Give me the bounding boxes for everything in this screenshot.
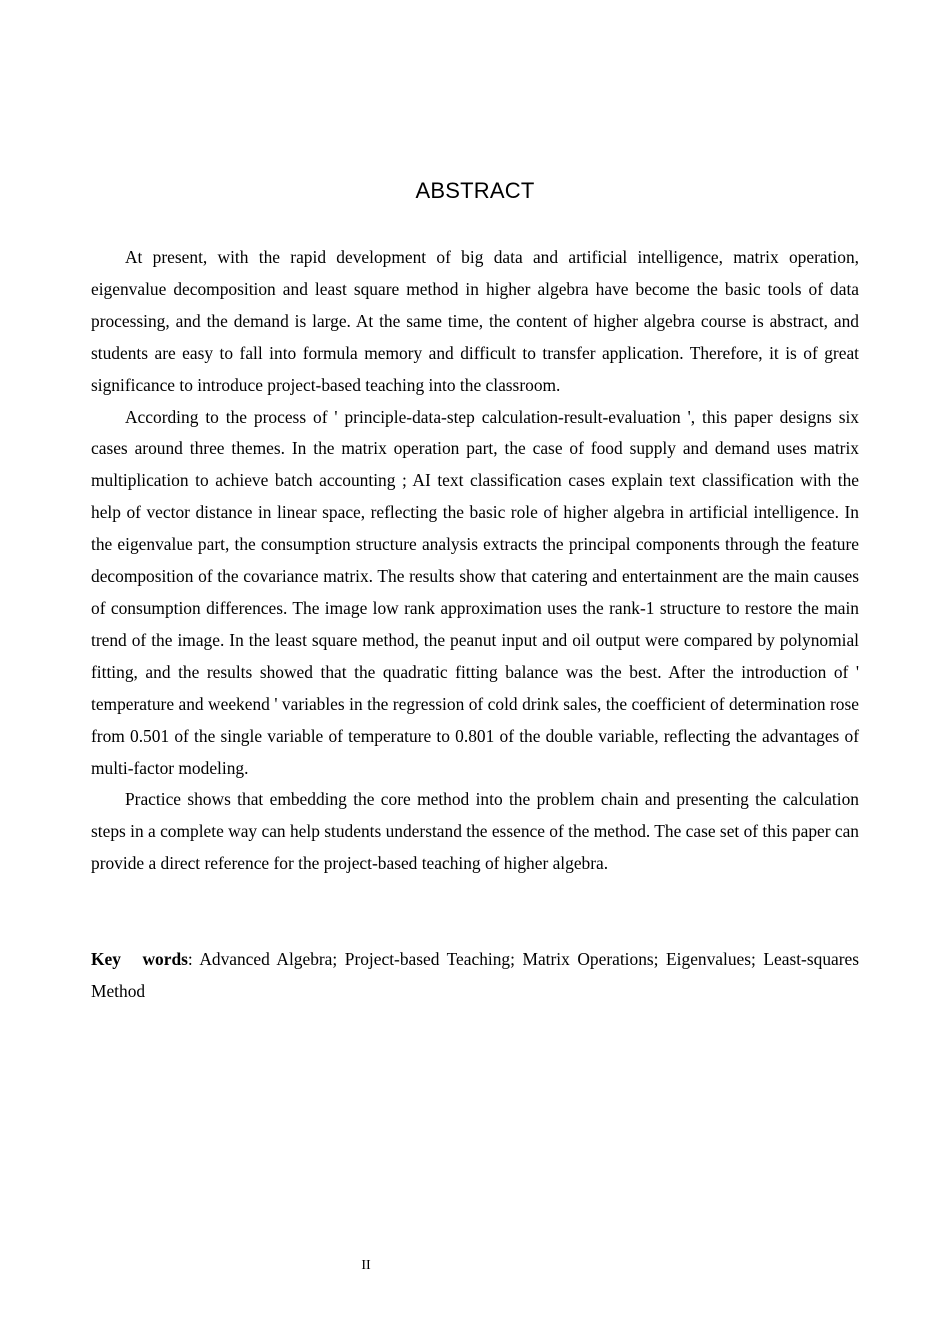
keywords-text: : Advanced Algebra; Project-based Teaching; Matrix Operations; Eigenvalues; Least-squares Method [91,949,860,1001]
abstract-paragraph-3: Practice shows that embedding the core method into the problem chain and presenting the calculation steps in a complete way can help students understand the essence of the method. The case set of this paper can provide a direct reference for the project-based teaching of higher algebra. [91,789,859,874]
keywords-line [91,944,859,1008]
abstract-paragraph-2: According to the process of ' principle-data-step calculation-result-evaluation ', this paper designs six cases around three themes. In the matrix operation part, the case of food supply and demand uses matrix multiplication to achieve batch accounting ; AI text classification cases explain text classification with the help of vector distance in linear space, reflecting the basic role of higher algebra in artificial intelligence. In the eigenvalue part, the consumption structure analysis extracts the principal components through the feature decomposition of the covariance matrix. The results show that catering and entertainment are the main causes of consumption differences. The image low rank approximation uses the rank-1 structure to restore the main trend of the image. In the least square method, the peanut input and oil output were compared by polynomial fitting, and the results showed that the quadratic fitting balance was the best. After the introduction of ' temperature and weekend ' variables in the regression of cold drink sales, the coefficient of determination rose from 0.501 of the single variable of temperature to 0.801 of the double variable, reflecting the advantages of multi-factor modeling. [91,406,859,778]
abstract-body [91,242,859,880]
abstract-title: ABSTRACT [415,178,535,203]
keywords-label: Key words [91,949,188,969]
abstract-paragraph-1: At present, with the rapid development of big data and artificial intelligence, matrix operation, eigenvalue decomposition and least square method in higher algebra have become the basic tools of data processing, and the demand is large. At the same time, the content of higher algebra course is abstract, and students are easy to fall into formula memory and difficult to transfer application. Therefore, it is of great significance to introduce project-based teaching into the classroom. [91,247,859,395]
page-number: II [361,1258,371,1273]
